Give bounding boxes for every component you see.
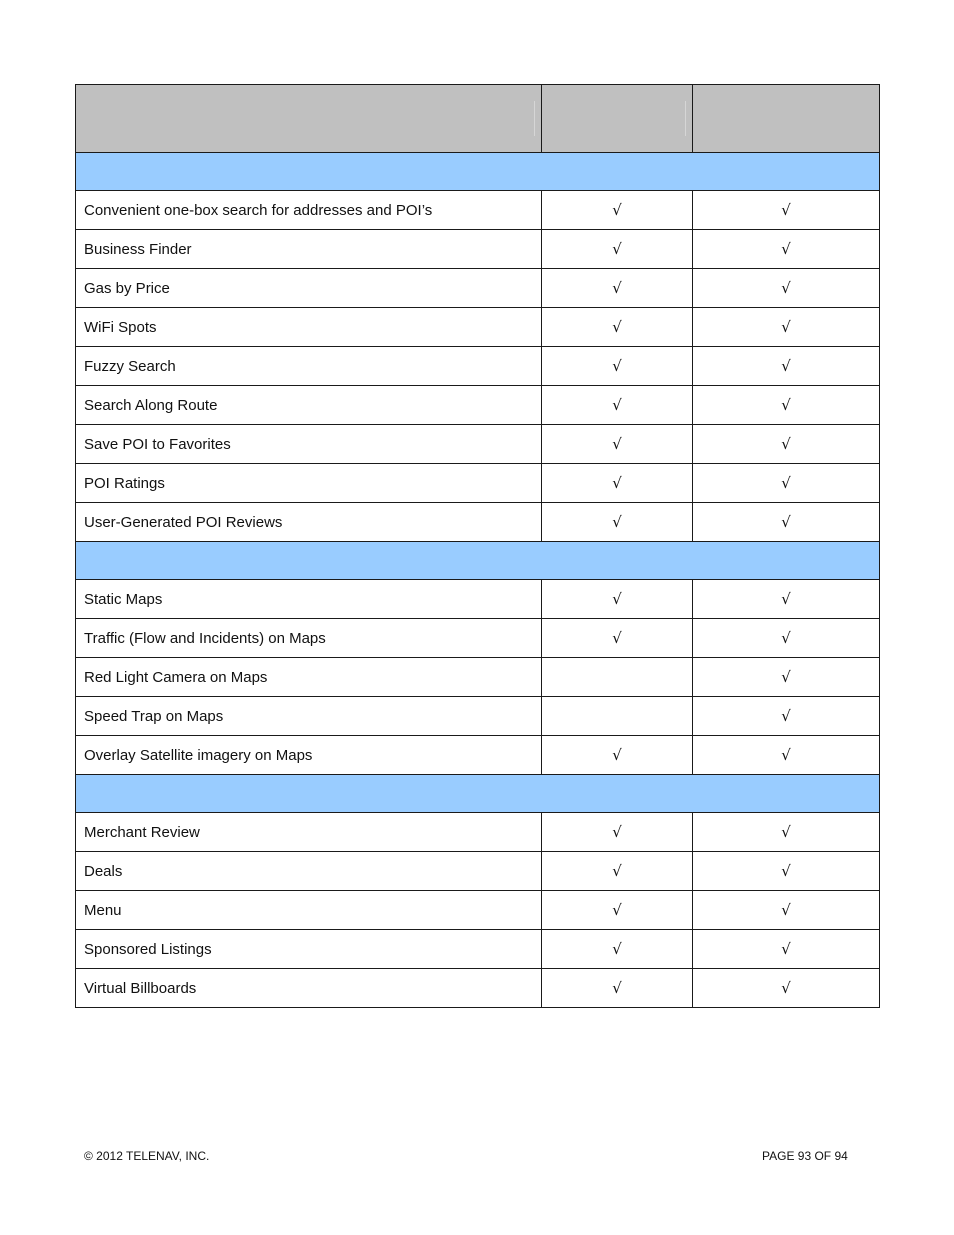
checkmark-cell-column-a: √ <box>542 619 693 658</box>
table-row <box>76 425 880 464</box>
feature-name-cell: Virtual Billboards <box>76 969 542 1008</box>
table-row <box>76 736 880 775</box>
checkmark-cell-column-b: √ <box>693 425 880 464</box>
table-row <box>76 386 880 425</box>
checkmark-cell-column-a: √ <box>542 386 693 425</box>
table-row <box>76 308 880 347</box>
table-row <box>76 930 880 969</box>
feature-name-cell: Gas by Price <box>76 269 542 308</box>
footer-copyright: © 2012 TELENAV, INC. <box>84 1149 210 1163</box>
checkmark-cell-column-b: √ <box>693 464 880 503</box>
table-row <box>76 891 880 930</box>
table-row <box>76 269 880 308</box>
checkmark-cell-column-a: √ <box>542 464 693 503</box>
checkmark-cell-column-b: √ <box>693 580 880 619</box>
checkmark-cell-column-b: √ <box>693 269 880 308</box>
table-row <box>76 191 880 230</box>
section-header-row <box>76 775 880 813</box>
feature-name-cell: Fuzzy Search <box>76 347 542 386</box>
table-row <box>76 580 880 619</box>
feature-name-cell: Save POI to Favorites <box>76 425 542 464</box>
checkmark-cell-column-b: √ <box>693 191 880 230</box>
table-row <box>76 230 880 269</box>
checkmark-cell-column-a: √ <box>542 347 693 386</box>
header-cell-column-a <box>542 85 693 153</box>
checkmark-cell-column-a: √ <box>542 930 693 969</box>
feature-name-cell: Business Finder <box>76 230 542 269</box>
checkmark-cell-column-b: √ <box>693 736 880 775</box>
checkmark-cell-column-a: √ <box>542 503 693 542</box>
checkmark-cell-column-b: √ <box>693 658 880 697</box>
feature-name-cell: Convenient one-box search for addresses and POI’s <box>76 191 542 230</box>
table-row <box>76 852 880 891</box>
checkmark-cell-column-b: √ <box>693 503 880 542</box>
table-row <box>76 969 880 1008</box>
table-row <box>76 813 880 852</box>
feature-name-cell: Merchant Review <box>76 813 542 852</box>
checkmark-cell-column-b: √ <box>693 930 880 969</box>
table-header-row <box>76 85 880 153</box>
checkmark-cell-column-a: √ <box>542 269 693 308</box>
checkmark-cell-column-a: √ <box>542 308 693 347</box>
header-divider <box>685 101 686 136</box>
feature-name-cell: Red Light Camera on Maps <box>76 658 542 697</box>
feature-name-cell: Search Along Route <box>76 386 542 425</box>
table-body <box>76 153 880 1008</box>
checkmark-cell-column-b: √ <box>693 347 880 386</box>
table-row <box>76 464 880 503</box>
header-cell-feature <box>76 85 542 153</box>
feature-name-cell: Overlay Satellite imagery on Maps <box>76 736 542 775</box>
checkmark-cell-column-a: √ <box>542 969 693 1008</box>
header-divider <box>534 101 535 136</box>
checkmark-cell-column-a: √ <box>542 813 693 852</box>
checkmark-cell-column-b: √ <box>693 697 880 736</box>
checkmark-cell-column-b: √ <box>693 386 880 425</box>
checkmark-cell-column-b: √ <box>693 891 880 930</box>
feature-name-cell: Traffic (Flow and Incidents) on Maps <box>76 619 542 658</box>
feature-name-cell: Sponsored Listings <box>76 930 542 969</box>
feature-comparison-table <box>75 84 880 1008</box>
checkmark-cell-column-a: √ <box>542 425 693 464</box>
table-row <box>76 697 880 736</box>
checkmark-cell-column-b: √ <box>693 230 880 269</box>
section-header-cell <box>76 542 880 580</box>
section-header-cell <box>76 153 880 191</box>
table-row <box>76 503 880 542</box>
feature-name-cell: Static Maps <box>76 580 542 619</box>
checkmark-cell-column-a <box>542 697 693 736</box>
checkmark-cell-column-a <box>542 658 693 697</box>
checkmark-cell-column-a: √ <box>542 580 693 619</box>
table-row <box>76 658 880 697</box>
checkmark-cell-column-a: √ <box>542 736 693 775</box>
section-header-cell <box>76 775 880 813</box>
checkmark-cell-column-a: √ <box>542 891 693 930</box>
header-cell-column-b <box>693 85 880 153</box>
checkmark-cell-column-b: √ <box>693 619 880 658</box>
feature-name-cell: User-Generated POI Reviews <box>76 503 542 542</box>
checkmark-cell-column-b: √ <box>693 813 880 852</box>
table-row <box>76 619 880 658</box>
feature-name-cell: POI Ratings <box>76 464 542 503</box>
feature-name-cell: Deals <box>76 852 542 891</box>
checkmark-cell-column-b: √ <box>693 969 880 1008</box>
section-header-row <box>76 542 880 580</box>
checkmark-cell-column-a: √ <box>542 230 693 269</box>
table-row <box>76 347 880 386</box>
checkmark-cell-column-a: √ <box>542 852 693 891</box>
footer-page-number: PAGE 93 OF 94 <box>762 1149 848 1163</box>
feature-name-cell: Speed Trap on Maps <box>76 697 542 736</box>
checkmark-cell-column-a: √ <box>542 191 693 230</box>
section-header-row <box>76 153 880 191</box>
feature-name-cell: Menu <box>76 891 542 930</box>
checkmark-cell-column-b: √ <box>693 308 880 347</box>
checkmark-cell-column-b: √ <box>693 852 880 891</box>
feature-name-cell: WiFi Spots <box>76 308 542 347</box>
